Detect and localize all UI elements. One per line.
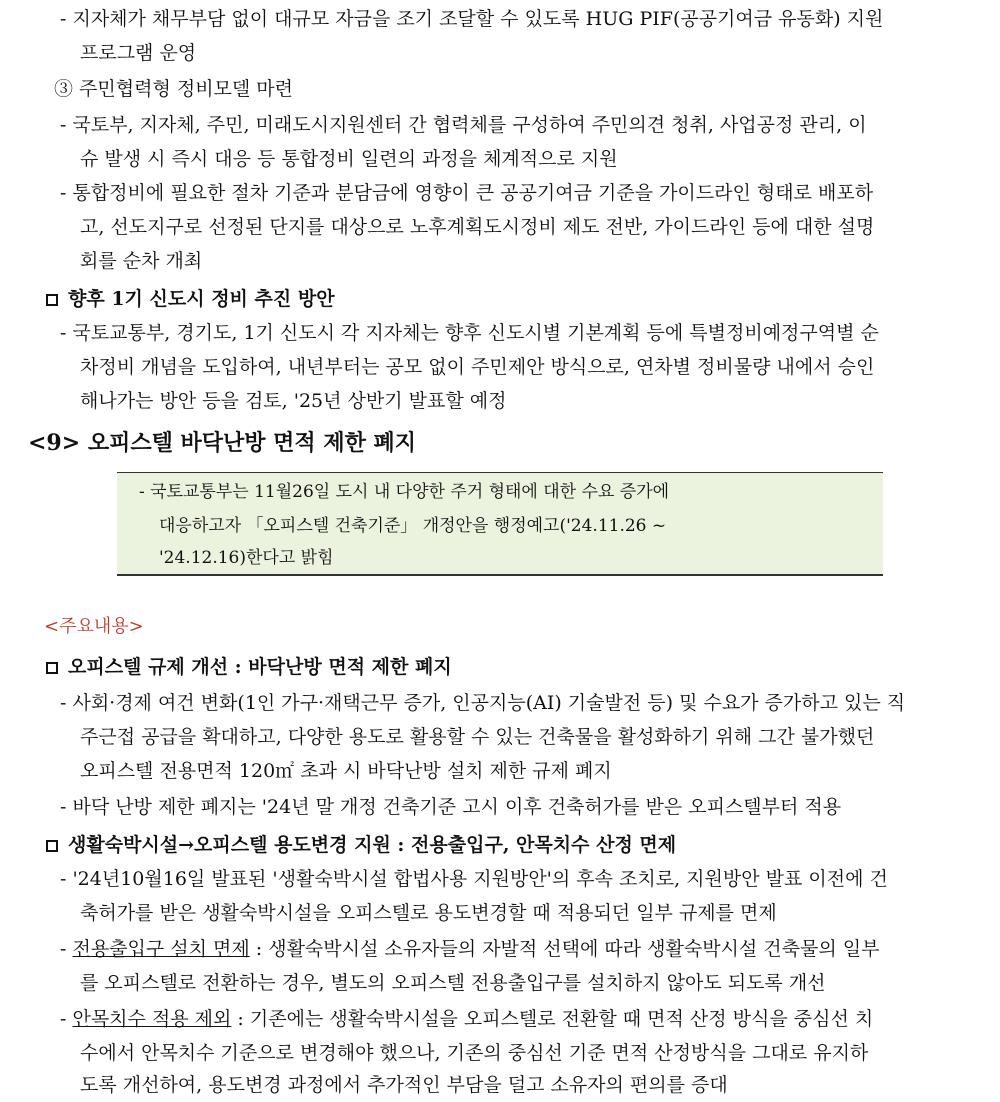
- paragraph-line: [60, 932, 879, 966]
- paragraph-line: 슈 발생 시 즉시 대응 등 통합정비 일련의 과정을 체계적으로 지원: [80, 148, 618, 170]
- summary-line: - 국토교통부는 11월26일 도시 내 다양한 주거 형태에 대한 수요 증가에: [139, 482, 670, 502]
- section-heading-text: 향후 1기 신도시 정비 추진 방안: [68, 288, 335, 310]
- paragraph-line: 를 오피스텔로 전환하는 경우, 별도의 오피스텔 전용출입구를 설치하지 않아도 되도록 개선: [80, 972, 826, 994]
- subsection-title: ③ 주민협력형 정비모델 마련: [54, 78, 294, 100]
- section-heading-text: 생활숙박시설→오피스텔 용도변경 지원 : 전용출입구, 안목치수 산정 면제: [68, 834, 677, 856]
- paragraph-line: - '24년10월16일 발표된 '생활숙박시설 합법사용 지원방안'의 후속 조치로, 지원방안 발표 이전에 건: [60, 868, 888, 890]
- checkbox-square-icon: [46, 294, 58, 306]
- section-heading: [46, 650, 452, 684]
- paragraph-text: : 기존에는 생활숙박시설을 오피스텔로 전환할 때 면적 산정 방식을 중심선 치: [231, 1008, 874, 1030]
- paragraph-line: 고, 선도지구로 선정된 단지를 대상으로 노후계획도시정비 제도 전반, 가이드라인 등에 대한 설명: [80, 216, 875, 238]
- paragraph-line: 차정비 개념을 도입하여, 내년부터는 공모 없이 주민제안 방식으로, 연차별 정비물량 내에서 승인: [80, 356, 875, 378]
- paragraph-line: - 바닥 난방 제한 폐지는 '24년 말 개정 건축기준 고시 이후 건축허가를 받은 오피스텔부터 적용: [60, 796, 842, 818]
- section-heading-text: 오피스텔 규제 개선 : 바닥난방 면적 제한 폐지: [68, 656, 452, 678]
- paragraph-line: 축허가를 받은 생활숙박시설을 오피스텔로 용도변경할 때 적용되던 일부 규제를 면제: [80, 902, 777, 924]
- underlined-term: 전용출입구 설치 면제: [72, 938, 250, 960]
- underlined-term: 안목치수 적용 제외: [72, 1008, 232, 1030]
- paragraph-line: - 사회·경제 여건 변화(1인 가구·재택근무 증가, 인공지능(AI) 기술발전 등) 및 수요가 증가하고 있는 직: [60, 692, 906, 714]
- paragraph-line: [60, 1002, 873, 1036]
- paragraph-line: - 국토교통부, 경기도, 1기 신도시 각 지자체는 향후 신도시별 기본계획 등에 특별정비예정구역별 순: [60, 322, 879, 344]
- paragraph-line: - 지자체가 채무부담 없이 대규모 자금을 조기 조달할 수 있도록 HUG PIF(공공기여금 유동화) 지원: [60, 8, 884, 30]
- summary-line: 대응하고자 「오피스텔 건축기준」 개정안을 행정예고('24.11.26 ~: [159, 516, 667, 536]
- paragraph-text: : 생활숙박시설 소유자들의 자발적 선택에 따라 생활숙박시설 건축물의 일부: [249, 938, 880, 960]
- checkbox-square-icon: [46, 662, 58, 674]
- section-heading: [46, 282, 335, 316]
- chapter-heading: <9> 오피스텔 바닥난방 면적 제한 폐지: [28, 430, 416, 456]
- summary-box: [117, 472, 883, 576]
- main-content-label: <주요내용>: [44, 616, 144, 637]
- summary-line: '24.12.16)한다고 밝힘: [159, 548, 334, 568]
- bullet-dash: -: [60, 1008, 73, 1030]
- paragraph-line: - 국토부, 지자체, 주민, 미래도시지원센터 간 협력체를 구성하여 주민의견 청취, 사업공정 관리, 이: [60, 114, 867, 136]
- paragraph-line: 주근접 공급을 확대하고, 다양한 용도로 활용할 수 있는 건축물을 활성화하기 위해 그간 불가했던: [80, 726, 875, 748]
- paragraph-line: 오피스텔 전용면적 120㎡ 초과 시 바닥난방 설치 제한 규제 폐지: [80, 760, 612, 782]
- checkbox-square-icon: [46, 840, 58, 852]
- paragraph-line: - 통합정비에 필요한 절차 기준과 분담금에 영향이 큰 공공기여금 기준을 가이드라인 형태로 배포하: [60, 182, 874, 204]
- paragraph-line: 프로그램 운영: [80, 42, 197, 64]
- paragraph-line: 해나가는 방안 등을 검토, '25년 상반기 발표할 예정: [80, 390, 507, 412]
- paragraph-line: 도록 개선하여, 용도변경 과정에서 추가적인 부담을 덜고 소유자의 편의를 증대: [80, 1074, 728, 1096]
- section-heading: [46, 828, 676, 862]
- paragraph-line: 수에서 안목치수 기준으로 변경해야 했으나, 기존의 중심선 기준 면적 산정방식을 그대로 유지하: [80, 1042, 869, 1064]
- bullet-dash: -: [60, 938, 73, 960]
- paragraph-line: 회를 순차 개최: [80, 250, 203, 272]
